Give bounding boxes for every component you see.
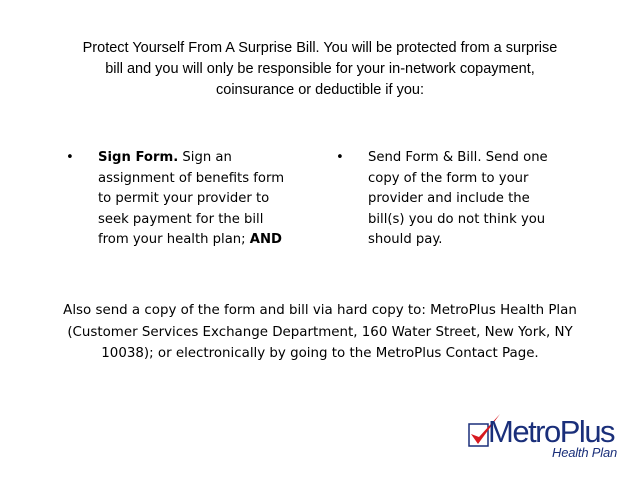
bullet-sign-form-text: [98, 148, 316, 251]
bullet-send-form-line-3: provider and include the: [368, 191, 530, 207]
logo-wordmark: [488, 415, 614, 449]
closing-line-2: (Customer Services Exchange Department, 160 Water Street, New York, NY: [67, 324, 573, 340]
bullet-sign-form-line-2: assignment of benefits form: [98, 170, 285, 186]
bullet-sign-form-line-3: to permit your provider to: [98, 191, 270, 207]
bullet-send-form-line-4: bill(s) you do not think you: [368, 211, 546, 227]
bullet-dot: •: [66, 150, 74, 165]
bullet-send-form: [336, 148, 586, 251]
logo-subtitle: Health Plan: [552, 445, 618, 460]
bullet-sign-form: [66, 148, 316, 251]
intro-line-3: coinsurance or deductible if you:: [216, 82, 424, 98]
closing-paragraph: [40, 300, 600, 365]
bullet-sign-form-line-1: Sign an: [178, 150, 232, 165]
logo-plus: Plus: [559, 414, 615, 449]
intro-paragraph: [50, 38, 590, 101]
intro-line-1: Protect Yourself From A Surprise Bill. You will be protected from a surprise: [82, 40, 558, 56]
bullet-dot: •: [336, 150, 344, 165]
logo-metro: Metro: [488, 414, 560, 449]
bullet-send-form-line-1: Send Form & Bill. Send one: [368, 150, 548, 165]
bullet-sign-form-lead: Sign Form.: [98, 150, 179, 165]
bullet-sign-form-line-4: seek payment for the bill: [98, 211, 264, 227]
closing-line-1: Also send a copy of the form and bill via hard copy to: MetroPlus Health Plan: [63, 303, 577, 318]
metroplus-logo: [466, 412, 626, 462]
bullet-sign-form-line-5: from your health plan;: [98, 232, 250, 248]
bullet-send-form-text: [368, 148, 586, 251]
bullet-send-form-line-2: copy of the form to your: [368, 170, 529, 186]
bullet-sign-form-and: AND: [249, 232, 282, 248]
bullet-send-form-line-5: should pay.: [368, 232, 443, 248]
intro-line-2: bill and you will only be responsible for your in-network copayment,: [105, 61, 535, 77]
closing-line-3: 10038); or electronically by going to the MetroPlus Contact Page.: [101, 346, 539, 361]
